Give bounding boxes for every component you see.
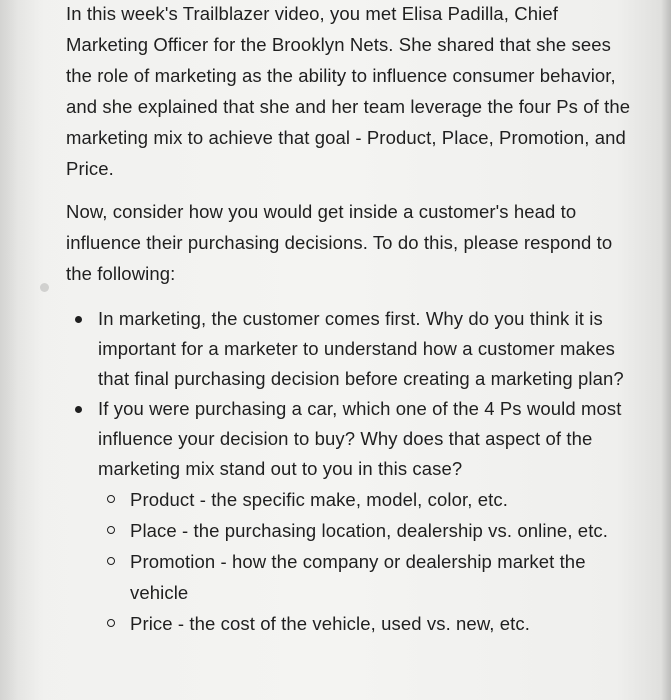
list-item — [66, 304, 646, 394]
intro-paragraph: In this week's Trailblazer video, you met Elisa Padilla, Chief Marketing Officer for the Brooklyn Nets. She shared that she sees the role of marketing as the ability to influence consumer behavior, and she explained that she and her team leverage the four Ps of the marketing mix to achieve that goal - Product, Place, Promotion, and Price. — [66, 3, 631, 179]
four-ps-list — [98, 484, 646, 639]
question-list — [66, 304, 646, 639]
circle-bullet-icon — [107, 557, 115, 565]
sub-list-item — [98, 484, 646, 515]
bullet-icon — [75, 406, 82, 413]
circle-bullet-icon — [107, 526, 115, 534]
circle-bullet-icon — [107, 495, 115, 503]
sub-list-item — [98, 546, 646, 608]
question-text: If you were purchasing a car, which one of the 4 Ps would most influence your decision to buy? Why does that aspect of the marketing mix stand out to you in this case? — [98, 398, 622, 479]
sub-item-text: Price - the cost of the vehicle, used vs. new, etc. — [130, 613, 530, 634]
sub-item-text: Product - the specific make, model, color, etc. — [130, 489, 508, 510]
question-text: In marketing, the customer comes first. Why do you think it is important for a marketer to understand how a customer makes that final purchasing decision before creating a marketing plan? — [98, 308, 624, 389]
sub-item-text: Promotion - how the company or dealership market the vehicle — [130, 551, 586, 603]
margin-mark — [40, 283, 49, 292]
page-shadow-right — [661, 0, 671, 700]
bullet-icon — [75, 316, 82, 323]
sub-item-text: Place - the purchasing location, dealership vs. online, etc. — [130, 520, 609, 541]
list-item — [66, 394, 646, 639]
instruction-paragraph: Now, consider how you would get inside a customer's head to influence their purchasing decisions. To do this, please respond to the following: — [66, 201, 613, 284]
sub-list-item — [98, 515, 646, 546]
sub-list-item — [98, 608, 646, 639]
page-shadow-left — [0, 0, 44, 700]
circle-bullet-icon — [107, 619, 115, 627]
